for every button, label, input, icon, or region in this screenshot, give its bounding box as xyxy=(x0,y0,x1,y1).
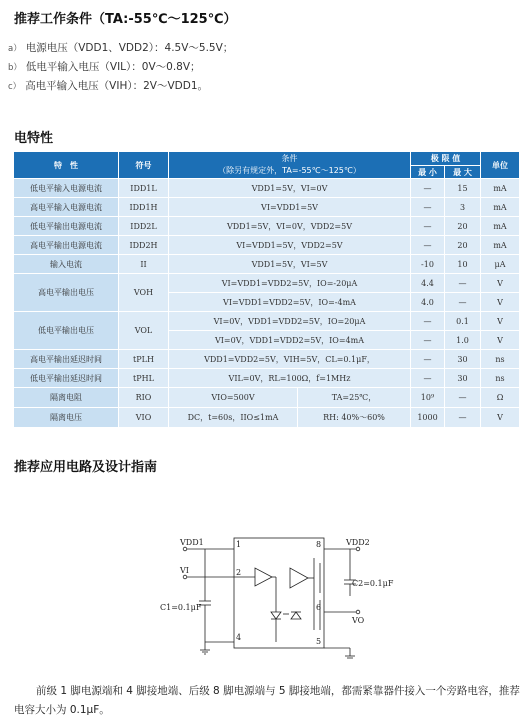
table-row xyxy=(14,274,520,293)
pin-6-label: 6 xyxy=(316,603,322,612)
row-unit: V xyxy=(481,293,520,312)
row-unit: ns xyxy=(481,369,520,388)
row-condition-b: TA=25℃， xyxy=(331,393,377,402)
c2-label: C2=0.1μF xyxy=(352,579,394,588)
row-min: -10 xyxy=(411,255,445,274)
row-symbol: tPHL xyxy=(119,369,169,388)
row-name: 低电平输出电源电流 xyxy=(14,217,119,236)
row-symbol: tPLH xyxy=(119,350,169,369)
bypass-capacitor-guidance: 前级 1 脚电源端和 4 脚接地端、后级 8 脚电源端与 5 脚接地端，都需紧靠器件接入一个旁路电容，推荐电容大小为 0.1μF。 xyxy=(14,685,520,716)
vdd2-terminal xyxy=(356,547,360,551)
row-symbol: VOL xyxy=(119,312,169,350)
row-condition: VI=0V，VDD1=VDD2=5V，IO=4mA xyxy=(169,331,411,350)
row-symbol: RIO xyxy=(119,388,169,408)
row-condition-split xyxy=(169,408,411,428)
header-unit: 单位 xyxy=(481,152,520,179)
vi-label: VI xyxy=(180,566,189,575)
ic-package-outline xyxy=(234,538,324,648)
table-row xyxy=(14,179,520,198)
pin-8-label: 8 xyxy=(316,540,322,549)
row-max: 1.0 xyxy=(445,331,481,350)
table-row xyxy=(14,312,520,331)
table-row xyxy=(14,217,520,236)
row-condition: VI=VDD1=VDD2=5V，IO=-4mA xyxy=(169,293,411,312)
row-unit: V xyxy=(481,408,520,428)
table-row xyxy=(14,369,520,388)
application-circuit-diagram xyxy=(150,530,400,665)
c1-label: C1=0.1μF xyxy=(160,603,202,612)
vdd2-label: VDD2 xyxy=(346,538,370,547)
row-condition: VIL=0V，RL=100Ω，f=1MHz xyxy=(169,369,411,388)
pin-5-label: 5 xyxy=(316,637,322,646)
row-unit: mA xyxy=(481,236,520,255)
row-min: 10⁹ xyxy=(411,388,445,408)
row-min: — xyxy=(411,217,445,236)
condition-supply-voltage: a） 电源电压（VDD1、VDD2）：4.5V～5.5V； xyxy=(8,42,234,54)
vi-terminal xyxy=(183,575,187,579)
row-min: 4.0 xyxy=(411,293,445,312)
electrical-characteristics-table xyxy=(13,151,520,428)
row-name: 低电平输出电压 xyxy=(14,312,119,350)
table-row xyxy=(14,236,520,255)
table-row xyxy=(14,408,520,428)
row-name: 高电平输出电压 xyxy=(14,274,119,312)
row-unit: mA xyxy=(481,198,520,217)
row-name: 低电平输入电源电流 xyxy=(14,179,119,198)
condition-high-input-voltage: c） 高电平输入电压（VIH）：2V～VDD1。 xyxy=(8,80,209,92)
row-unit: ns xyxy=(481,350,520,369)
row-condition: VI=0V，VDD1=VDD2=5V，IO=20μA xyxy=(169,312,411,331)
row-symbol: IDD1L xyxy=(119,179,169,198)
row-max: 20 xyxy=(445,236,481,255)
header-symbol: 符号 xyxy=(119,152,169,179)
row-unit: V xyxy=(481,312,520,331)
row-max: 10 xyxy=(445,255,481,274)
recommended-conditions-heading: 推荐工作条件（TA:-55℃～125℃） xyxy=(14,12,237,27)
table-row xyxy=(14,388,520,408)
row-symbol: VIO xyxy=(119,408,169,428)
row-symbol: IDD2L xyxy=(119,217,169,236)
row-max: — xyxy=(445,408,481,428)
row-condition: VI=VDD1=VDD2=5V，IO=-20μA xyxy=(169,274,411,293)
row-name: 低电平输出延迟时间 xyxy=(14,369,119,388)
row-max: — xyxy=(445,293,481,312)
row-min: 4.4 xyxy=(411,274,445,293)
row-max: — xyxy=(445,274,481,293)
row-max: 30 xyxy=(445,369,481,388)
condition-low-input-voltage: b） 低电平输入电压（VIL）：0V～0.8V； xyxy=(8,61,201,73)
row-condition: VDD1=5V，VI=5V xyxy=(169,255,411,274)
header-min: 最 小 xyxy=(411,166,445,179)
row-min: — xyxy=(411,236,445,255)
pin-1-label: 1 xyxy=(236,540,242,549)
row-condition: VDD1=5V，VI=0V，VDD2=5V xyxy=(169,217,411,236)
row-unit: μA xyxy=(481,255,520,274)
row-min: — xyxy=(411,312,445,331)
output-buffer-symbol xyxy=(290,568,308,588)
vdd1-terminal xyxy=(183,547,187,551)
row-symbol: VOH xyxy=(119,274,169,312)
row-min: — xyxy=(411,179,445,198)
row-max: 20 xyxy=(445,217,481,236)
header-conditions xyxy=(169,152,411,179)
row-max: 0.1 xyxy=(445,312,481,331)
pin-2-label: 2 xyxy=(236,568,242,577)
row-max: 30 xyxy=(445,350,481,369)
row-symbol: II xyxy=(119,255,169,274)
row-symbol: IDD2H xyxy=(119,236,169,255)
row-name: 隔离电阻 xyxy=(14,388,119,408)
row-condition-a: VIO=500V xyxy=(211,393,255,402)
application-circuit-heading: 推荐应用电路及设计指南 xyxy=(14,460,158,475)
electrical-characteristics-heading: 电特性 xyxy=(14,131,54,146)
row-symbol: IDD1H xyxy=(119,198,169,217)
row-min: — xyxy=(411,331,445,350)
header-limits: 极 限 值 xyxy=(411,152,481,166)
row-max: — xyxy=(445,388,481,408)
table-row xyxy=(14,255,520,274)
row-condition: VDD1=5V，VI=0V xyxy=(169,179,411,198)
header-max: 最 大 xyxy=(445,166,481,179)
row-unit: V xyxy=(481,331,520,350)
row-name: 高电平输入电源电流 xyxy=(14,198,119,217)
row-min: — xyxy=(411,198,445,217)
vdd1-label: VDD1 xyxy=(180,538,204,547)
header-feature: 特 性 xyxy=(14,152,119,179)
header-conditions-subtitle: （除另有规定外，TA=-55℃～125℃） xyxy=(218,166,361,175)
row-condition: VI=VDD1=5V xyxy=(169,198,411,217)
row-min: — xyxy=(411,350,445,369)
led-symbol xyxy=(271,612,281,619)
header-conditions-title: 条件 xyxy=(281,154,298,163)
row-unit: Ω xyxy=(481,388,520,408)
row-unit: mA xyxy=(481,179,520,198)
row-condition: VDD1=VDD2=5V，VIH=5V，CL=0.1μF， xyxy=(169,350,411,369)
table-row xyxy=(14,350,520,369)
row-max: 3 xyxy=(445,198,481,217)
table-row xyxy=(14,198,520,217)
row-name: 高电平输出电源电流 xyxy=(14,236,119,255)
row-name: 隔离电压 xyxy=(14,408,119,428)
row-unit: V xyxy=(481,274,520,293)
photodiode-symbol xyxy=(291,612,301,619)
row-condition-b: RH: 40%～60% xyxy=(323,413,385,422)
row-min: 1000 xyxy=(411,408,445,428)
row-name: 输入电流 xyxy=(14,255,119,274)
input-buffer-symbol xyxy=(255,568,272,586)
row-name: 高电平输出延迟时间 xyxy=(14,350,119,369)
row-max: 15 xyxy=(445,179,481,198)
row-condition-split xyxy=(169,388,411,408)
row-condition: VI=VDD1=5V，VDD2=5V xyxy=(169,236,411,255)
row-min: — xyxy=(411,369,445,388)
row-condition-a: DC，t=60s，IIO≤1mA xyxy=(187,413,279,422)
vo-terminal xyxy=(356,610,360,614)
row-unit: mA xyxy=(481,217,520,236)
vo-label: VO xyxy=(352,616,365,625)
pin-4-label: 4 xyxy=(236,633,242,642)
